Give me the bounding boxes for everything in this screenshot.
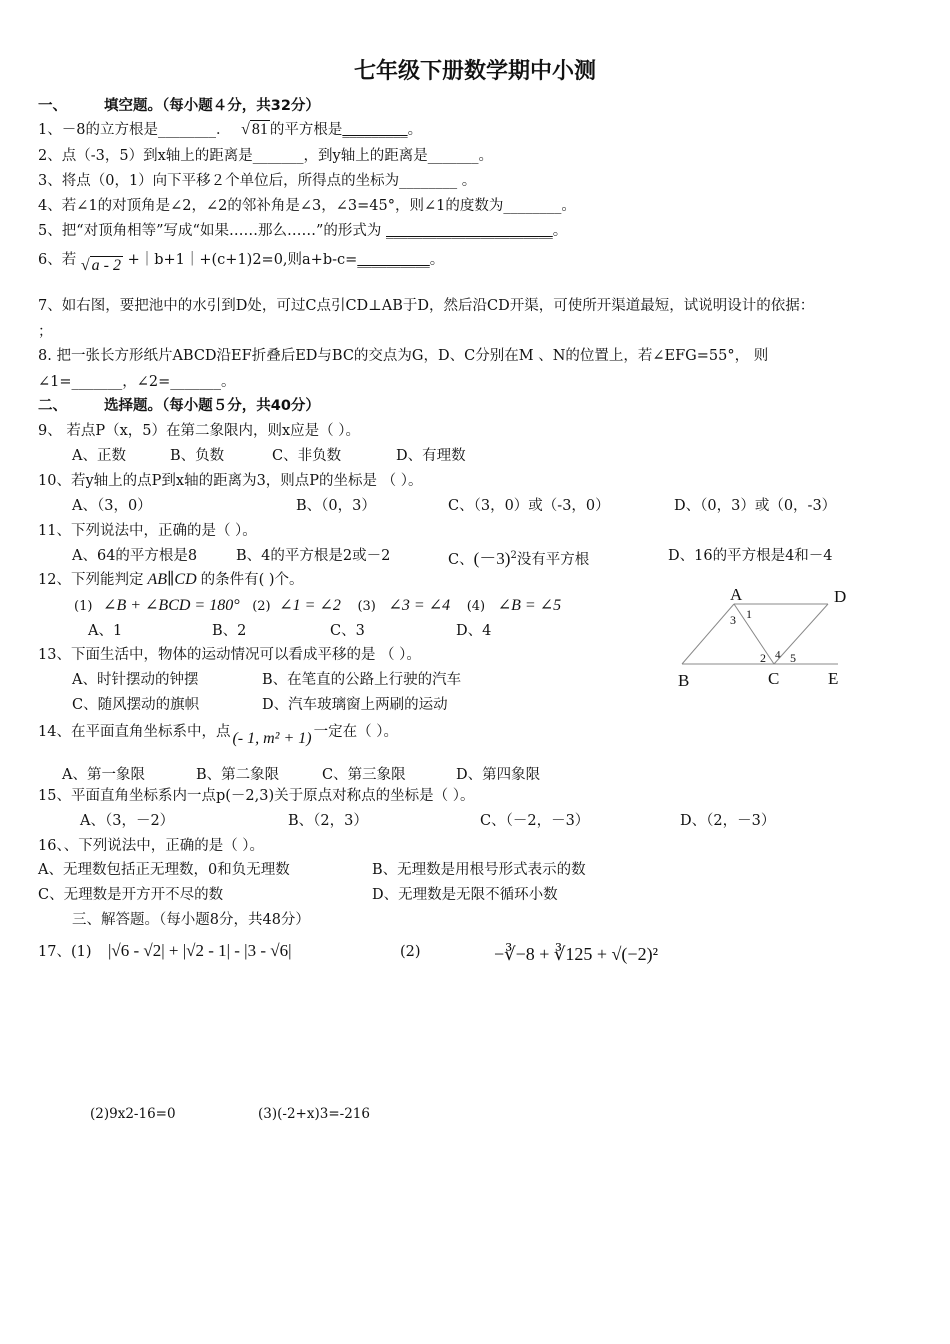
parallelogram-figure xyxy=(678,584,858,692)
question-15: 15、平面直角坐标系内一点p(－2,3)关于原点对称点的坐标是（ ）。 xyxy=(38,788,475,804)
q10-option-c: C、（3，0）或（-3，0） xyxy=(448,498,610,514)
q12-option-c: C、3 xyxy=(330,623,365,639)
q10-option-d: D、（0，3）或（0，-3） xyxy=(674,498,837,514)
radicand-a-2: a - 2 xyxy=(91,257,121,274)
section-2-heading: 选择题。（每小题５分，共40分） xyxy=(104,398,320,414)
radicand-81: 81 xyxy=(251,121,268,138)
question-7: 7、如右图，要把池中的水引到D处，可过C点引CD⊥AB于D，然后沿CD开渠，可使所开渠道最短，试说明设计的依据： xyxy=(38,298,815,314)
question-8: 8. 把一张长方形纸片ABCD沿EF折叠后ED与BC的交点为G，D、C分别在M 、N的位置上，若∠EFG=55°， 则 xyxy=(38,348,769,364)
q12-option-b: B、2 xyxy=(212,623,247,639)
question-8-blanks: ∠1=_______，∠2=_______。 xyxy=(38,374,236,390)
question-16: 16、、下列说法中，正确的是（ ）。 xyxy=(38,838,265,854)
q11-option-d: D、16的平方根是4和－4 xyxy=(668,548,833,564)
angle-5-label: 5 xyxy=(790,651,796,665)
q9-option-a: A、正数 xyxy=(72,448,126,464)
q10-option-a: A、（3，0） xyxy=(72,498,152,514)
q14-option-b: B、第二象限 xyxy=(196,767,280,783)
question-9: 9、 若点P（x，5）在第二象限内，则x应是（ ）。 xyxy=(38,423,361,439)
question-17-label: 17、(1) xyxy=(38,944,92,960)
page-title: 七年级下册数学期中小测 xyxy=(353,59,596,84)
question-14: 14、在平面直角坐标系中，点 (- 1, m² + 1) 一定在（ ）。 xyxy=(38,724,398,747)
q15-option-d: D、（2，－3） xyxy=(680,813,776,829)
q13-option-d: D、汽车玻璃窗上两刷的运动 xyxy=(262,697,448,713)
q11-option-c: C、$(-3)^2$没有平方根 xyxy=(448,548,590,568)
q9-option-c: C、非负数 xyxy=(272,448,342,464)
line-ac xyxy=(734,604,774,664)
angle-1-label: 1 xyxy=(746,607,752,621)
q10-option-b: B、（0，3） xyxy=(296,498,376,514)
section-1-heading: 填空题。（每小题４分，共32分） xyxy=(104,98,320,114)
question-12: 12、下列能判定 AB∥CD 的条件有( )个。 xyxy=(38,571,304,588)
q15-option-a: A、（3，－2） xyxy=(80,813,175,829)
label-e: E xyxy=(828,669,839,688)
q16-option-c: C、无理数是开方开不尽的数 xyxy=(38,887,224,903)
q9-option-d: D、有理数 xyxy=(396,448,466,464)
label-d: D xyxy=(834,587,847,606)
question-18-part-2: (2)9x2-16=0 xyxy=(90,1106,176,1122)
question-10: 10、若y轴上的点P到x轴的距离为3，则点P的坐标是 （ ）。 xyxy=(38,473,423,489)
label-a: A xyxy=(730,585,743,604)
question-17-part-2-label: (2) xyxy=(400,944,421,960)
q12-option-d: D、4 xyxy=(456,623,492,639)
angle-4-label: 4 xyxy=(775,649,781,661)
q14-option-c: C、第三象限 xyxy=(322,767,406,783)
line-dc xyxy=(774,604,828,664)
q13-option-c: C、随风摆动的旗帜 xyxy=(72,697,200,713)
question-17-expression-1: |√6 - √2| + |√2 - 1| - |3 - √6| xyxy=(108,941,292,960)
q11-option-a: A、64的平方根是8 xyxy=(72,548,198,564)
q11-option-b: B、4的平方根是2或－2 xyxy=(236,548,391,564)
q14-option-a: A、第一象限 xyxy=(62,767,145,783)
question-2: 2、点（-3，5）到x轴上的距离是_______，到y轴上的距离是_______。 xyxy=(38,148,493,164)
label-c: C xyxy=(768,669,780,688)
q13-option-b: B、在笔直的公路上行驶的汽车 xyxy=(262,672,462,688)
q15-option-b: B、（2，3） xyxy=(288,813,368,829)
q16-option-b: B、无理数是用根号形式表示的数 xyxy=(372,862,586,878)
angle-2-label: 2 xyxy=(760,651,766,665)
section-3-heading: 三、解答题。（每小题8分，共48分） xyxy=(72,912,310,928)
question-11: 11、下列说法中，正确的是（ ）。 xyxy=(38,523,257,539)
label-b: B xyxy=(678,671,690,690)
question-1: 1、－8的立方根是________． √ 81 的平方根是_________。 xyxy=(38,121,423,138)
line-ab xyxy=(682,604,734,664)
question-17-expression-2: −∛−8 + ∛125 + √(−2)² xyxy=(494,944,658,964)
question-6: 6、若 √ a - 2 +｜b+1｜+(c+1)2=0,则a+b-c=__________。 xyxy=(38,252,445,274)
angle-3-label: 3 xyxy=(730,613,736,627)
q12-conditions: (1) ∠B + ∠BCD = 180° (2) ∠1 = ∠2 (3) ∠3 = ∠4 (4) ∠B = ∠5 xyxy=(74,597,562,614)
q12-option-a: A、1 xyxy=(88,623,123,639)
q16-option-d: D、无理数是无限不循环小数 xyxy=(372,887,558,903)
question-4: 4、若∠1的对顶角是∠2，∠2的邻补角是∠3，∠3=45°，则∠1的度数为________。 xyxy=(38,198,576,214)
question-13: 13、下面生活中，物体的运动情况可以看成平移的是 （ ）。 xyxy=(38,647,421,663)
q13-option-a: A、时针摆动的钟摆 xyxy=(72,672,199,688)
question-5: 5、把“对顶角相等”写成“如果……那么……”的形式为 _______________________。 xyxy=(38,223,568,239)
section-1-number: 一、 xyxy=(38,98,67,114)
q15-option-c: C、（－2，－3） xyxy=(480,813,590,829)
q14-option-d: D、第四象限 xyxy=(456,767,541,783)
question-18-part-3: (3)(-2+x)3=-216 xyxy=(258,1106,370,1122)
section-2-number: 二、 xyxy=(38,398,67,414)
question-7-answer-line: ； xyxy=(38,324,53,340)
q9-option-b: B、负数 xyxy=(170,448,225,464)
question-3: 3、将点（0，1）向下平移２个单位后，所得点的坐标为________ 。 xyxy=(38,173,477,189)
q16-option-a: A、无理数包括正无理数，0和负无理数 xyxy=(38,862,290,878)
